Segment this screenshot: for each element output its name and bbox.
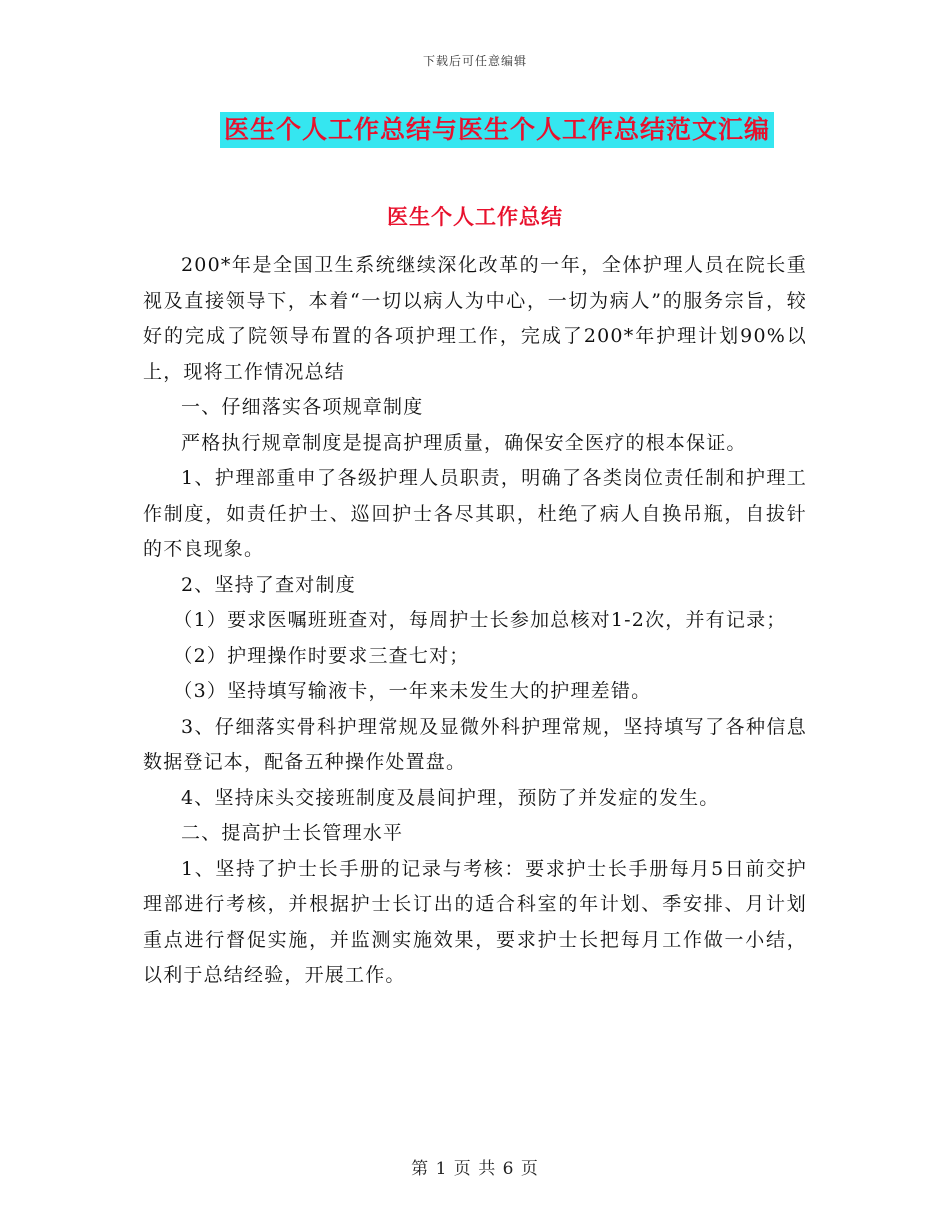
section-title: 医生个人工作总结 [387, 205, 563, 229]
paragraph: 4、坚持床头交接班制度及晨间护理，预防了并发症的发生。 [181, 786, 720, 809]
header-note: 下载后可任意编辑 [422, 54, 527, 68]
paragraph-subitem: （3）坚持填写输液卡，一年来未发生大的护理差错。 [173, 680, 652, 702]
paragraph: 200*年是全国卫生系统继续深化改革的一年，全体护理人员在院长重视及直接领导下，本着“一切以病人为中心，一切为病人”的服务宗旨，较好的完成了院领导布置的各项护理工作，完成了200*年护理计划90%以上，现将工作情况总结 [143, 254, 807, 383]
page-number-footer: 第 1 页 共 6 页 [411, 1159, 539, 1179]
paragraph: 1、坚持了护士长手册的记录与考核：要求护士长手册每月5日前交护理部进行考核，并根据护士长订出的适合科室的年计划、季安排、月计划重点进行督促实施，并监测实施效果，要求护士长把每月工作做一小结，以利于总结经验，开展工作。 [143, 857, 807, 986]
paragraph-subitem: （2）护理操作时要求三查七对； [173, 644, 470, 667]
main-title-container [0, 112, 950, 148]
document-body [143, 248, 807, 994]
paragraph: 严格执行规章制度是提高护理质量，确保安全医疗的根本保证。 [181, 431, 747, 454]
paragraph-subitem: （1）要求医嘱班班查对，每周护士长参加总核对1-2次，并有记录； [173, 609, 787, 631]
paragraph: 3、仔细落实骨科护理常规及显微外科护理常规，坚持填写了各种信息数据登记本，配备五种操作处置盘。 [143, 715, 807, 773]
document-main-title: 医生个人工作总结与医生个人工作总结范文汇编 [220, 112, 774, 148]
paragraph: 2、坚持了查对制度 [181, 573, 356, 596]
paragraph: 1、护理部重申了各级护理人员职责，明确了各类岗位责任制和护理工作制度，如责任护士、巡回护士各尽其职，杜绝了病人自换吊瓶，自拔针的不良现象。 [143, 467, 807, 560]
paragraph-heading: 二、提高护士长管理水平 [181, 822, 404, 844]
paragraph-heading: 一、仔细落实各项规章制度 [181, 396, 424, 418]
